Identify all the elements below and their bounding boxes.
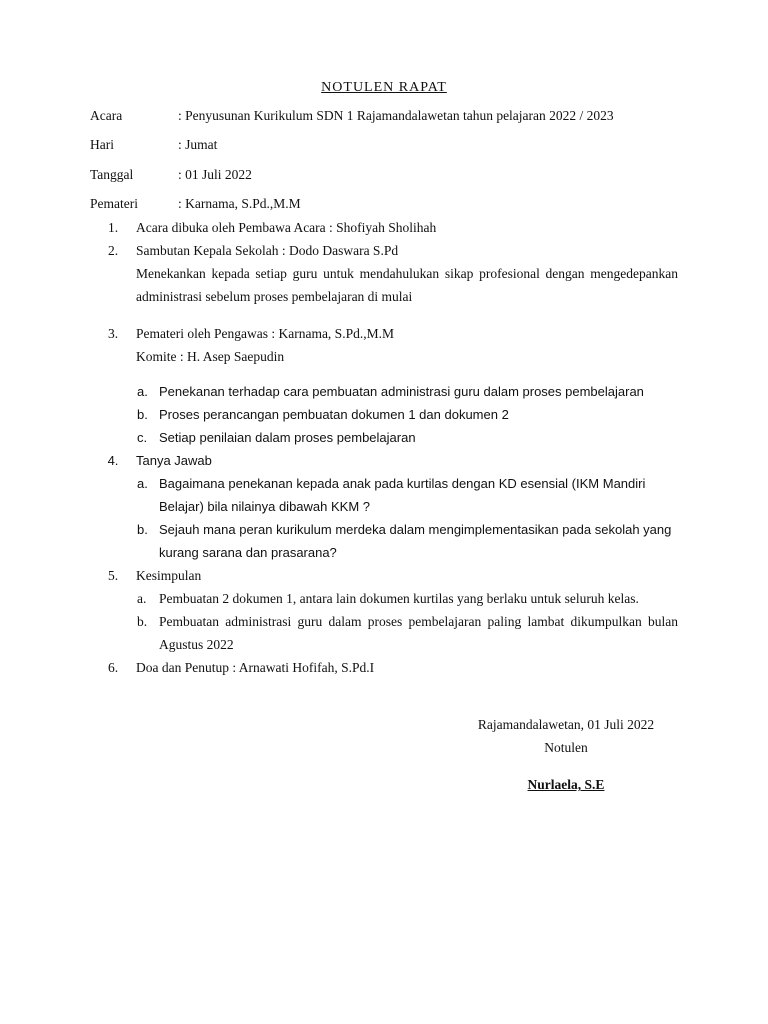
sub-item xyxy=(136,518,678,564)
sub-item-text: Setiap penilaian dalam proses pembelajaran xyxy=(159,430,416,445)
sub-item xyxy=(136,587,678,610)
sub-item-label: c. xyxy=(137,430,148,445)
meeting-info xyxy=(90,104,690,221)
agenda-item-2 xyxy=(90,239,678,308)
sub-item-label: a. xyxy=(137,476,148,491)
sub-item-label: b. xyxy=(137,407,148,422)
meta-value: : Karnama, S.Pd.,M.M xyxy=(178,195,301,211)
signature-name: Nurlaela, S.E xyxy=(527,777,605,792)
sub-item-label: b. xyxy=(137,614,148,629)
sub-item xyxy=(136,472,678,518)
meta-row-tanggal xyxy=(90,163,690,192)
sub-item-label: a. xyxy=(137,591,147,606)
meta-value: : 01 Juli 2022 xyxy=(178,166,252,182)
agenda-item-4 xyxy=(90,449,678,564)
item-number: 6. xyxy=(107,660,119,675)
agenda-item-6 xyxy=(90,656,678,679)
sub-item-text: Sejauh mana peran kurikulum merdeka dalam mengimplementasikan pada sekolah yang kurang sarana dan prasarana? xyxy=(159,522,672,560)
agenda-item-3 xyxy=(90,322,678,449)
sub-item-text: Bagaimana penekanan kepada anak pada kurtilas dengan KD esensial (IKM Mandiri Belajar) bila nilainya dibawah KKM ? xyxy=(159,476,646,514)
agenda-item-1 xyxy=(90,216,678,239)
meta-row-acara xyxy=(90,104,690,133)
item-paragraph: Menekankan kepada setiap guru untuk mendahulukan sikap profesional dengan mengedepankan administrasi sebelum proses pembelajaran di mulai xyxy=(136,266,678,304)
sub-item-text: Proses perancangan pembuatan dokumen 1 dan dokumen 2 xyxy=(159,407,509,422)
signature-block xyxy=(460,713,672,759)
meta-value: : Penyusunan Kurikulum SDN 1 Rajamandalawetan tahun pelajaran 2022 / 2023 xyxy=(178,108,614,123)
sub-item-label: a. xyxy=(137,384,148,399)
item-text: Pemateri oleh Pengawas : Karnama, S.Pd.,M.M xyxy=(136,326,394,341)
item-text: Tanya Jawab xyxy=(136,453,212,468)
sub-item-text: Pembuatan administrasi guru dalam proses pembelajaran paling lambat dikumpulkan bulan Agustus 2022 xyxy=(159,614,678,652)
item-text: Sambutan Kepala Sekolah : Dodo Daswara S.Pd xyxy=(136,243,399,258)
item-text: Acara dibuka oleh Pembawa Acara : Shofiyah Sholihah xyxy=(136,220,437,235)
item-number: 1. xyxy=(107,220,119,235)
item-number: 5. xyxy=(107,568,119,583)
sub-item xyxy=(136,403,678,426)
agenda-item-5 xyxy=(90,564,678,656)
sub-item xyxy=(136,426,678,449)
item-number: 4. xyxy=(107,453,119,468)
sub-item xyxy=(136,610,678,656)
sub-item-text: Penekanan terhadap cara pembuatan administrasi guru dalam proses pembelajaran xyxy=(159,384,644,399)
meta-value: : Jumat xyxy=(178,137,218,153)
sub-item-text: Pembuatan 2 dokumen 1, antara lain dokumen kurtilas yang berlaku untuk seluruh kelas. xyxy=(159,591,639,606)
meta-row-hari xyxy=(90,133,690,162)
meta-label: Pemateri xyxy=(90,195,138,211)
item-text: Doa dan Penutup : Arnawati Hofifah, S.Pd.I xyxy=(136,660,375,675)
item-number: 3. xyxy=(107,326,119,341)
item-number: 2. xyxy=(107,243,119,258)
signature-role: Notulen xyxy=(544,740,588,755)
meta-label: Tanggal xyxy=(90,166,134,182)
document-title: NOTULEN RAPAT xyxy=(321,80,447,95)
sub-item xyxy=(136,380,678,403)
signature-place-date: Rajamandalawetan, 01 Juli 2022 xyxy=(477,717,655,732)
meta-label: Hari xyxy=(90,137,114,153)
meta-label: Acara xyxy=(90,108,123,123)
agenda-list xyxy=(90,216,678,679)
sub-item-label: b. xyxy=(137,522,148,537)
item-line-2: Komite : H. Asep Saepudin xyxy=(136,349,285,364)
item-text: Kesimpulan xyxy=(136,568,202,583)
